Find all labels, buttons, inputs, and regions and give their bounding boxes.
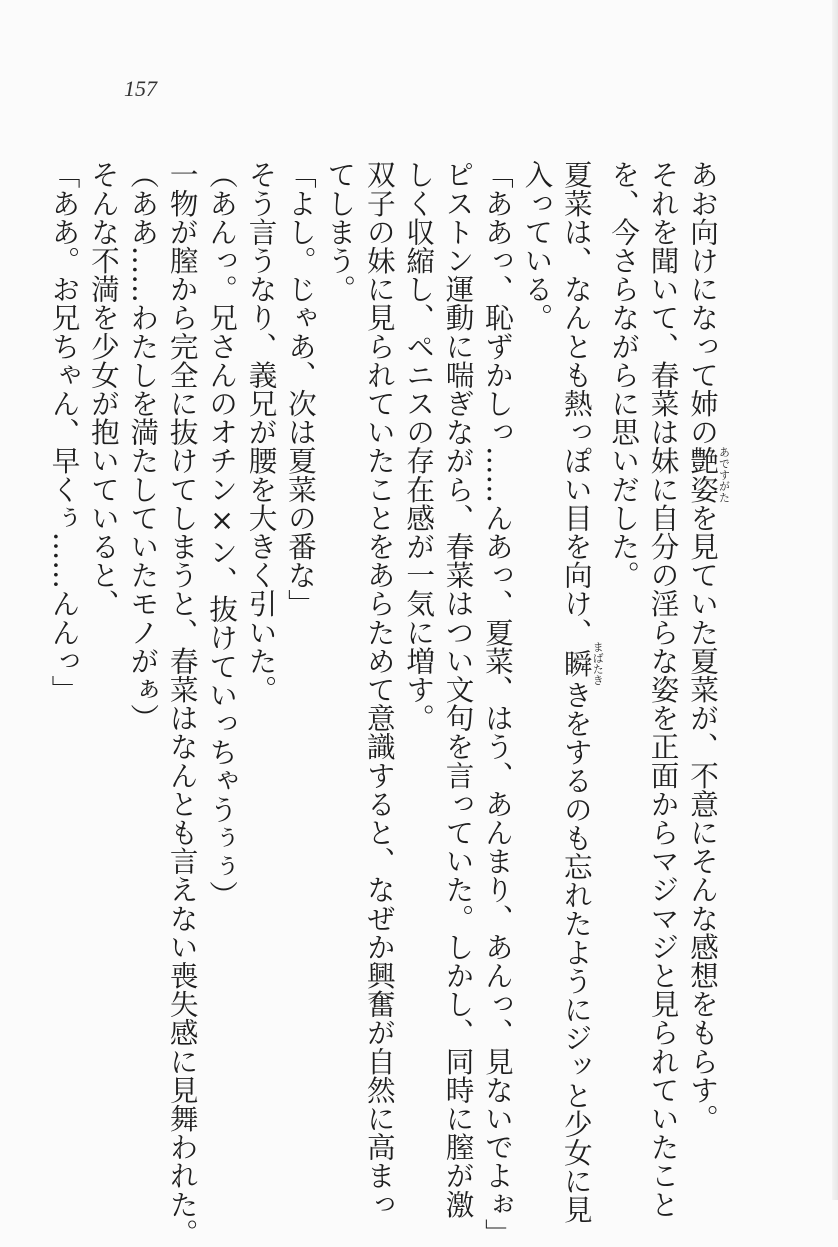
text-line-3: を、今さらながらに思いだした。 [607,160,642,589]
text-line-14: 一物が膣から完全に抜けてしまうと、春菜はなんとも言えない喪失感に見舞われた。 [165,160,200,1247]
ruby-base: 艶姿 [686,446,720,504]
text-line-11: 「よし。じゃあ、次は夏菜の番な」 [283,160,318,618]
page-number: 157 [124,76,157,101]
novel-text-block [47,160,731,1247]
text-line-17: 「ああ。お兄ちゃん、早くぅ……んんっ」 [47,160,82,704]
text-line-6: 「ああっ、恥ずかしっ……んあっ、夏菜、はう、あんまり、あんっ、見ないでよぉ」 [480,160,515,1247]
text-line-8: しく収縮し、ペニスの存在感が一気に増す。 [402,160,437,732]
ruby-base: 瞬 [559,641,594,686]
text-line-13: （あんっ。兄さんのオチン×ン、抜けていっちゃうぅぅ） [205,160,240,909]
text-segment: を見ていた夏菜が、不意にそんな感想をもらす。 [686,503,720,1133]
text-segment: あお向けになって姉の [686,160,720,446]
ruby-mabataki [559,641,605,686]
text-line-1 [683,160,730,1160]
text-line-10: てしまう。 [323,160,358,303]
page-edge [832,0,838,1200]
text-line-15: （ああ……わたしを満たしていたモノがぁ） [126,160,161,732]
text-segment: 夏菜は、なんとも熱っぽい目を向け、 [559,160,594,647]
text-line-16: そんな不満を少女が抱いていると、 [86,160,121,618]
ruby-adesugata [686,446,731,504]
text-line-7: ピストン運動に喘ぎながら、春菜はつい文句を言っていた。しかし、同時に膣が激 [441,160,476,1219]
text-line-12: そう言うなり、義兄が腰を大きく引いた。 [244,160,279,704]
ruby-reading: あですがた [717,446,731,504]
text-line-5: 入っている。 [520,160,555,332]
text-line-2: それを聞いて、春菜は妹に自分の淫らな姿を正面からマジマジと見られていたこと [646,160,681,1219]
text-line-4 [556,160,605,1224]
text-line-9: 双子の妹に見られていたことをあらためて意識すると、なぜか興奮が自然に高まっ [362,160,397,1219]
text-segment: きをするのも忘れたようにジッと少女に見 [559,680,594,1224]
ruby-reading: まばたき [591,641,605,686]
